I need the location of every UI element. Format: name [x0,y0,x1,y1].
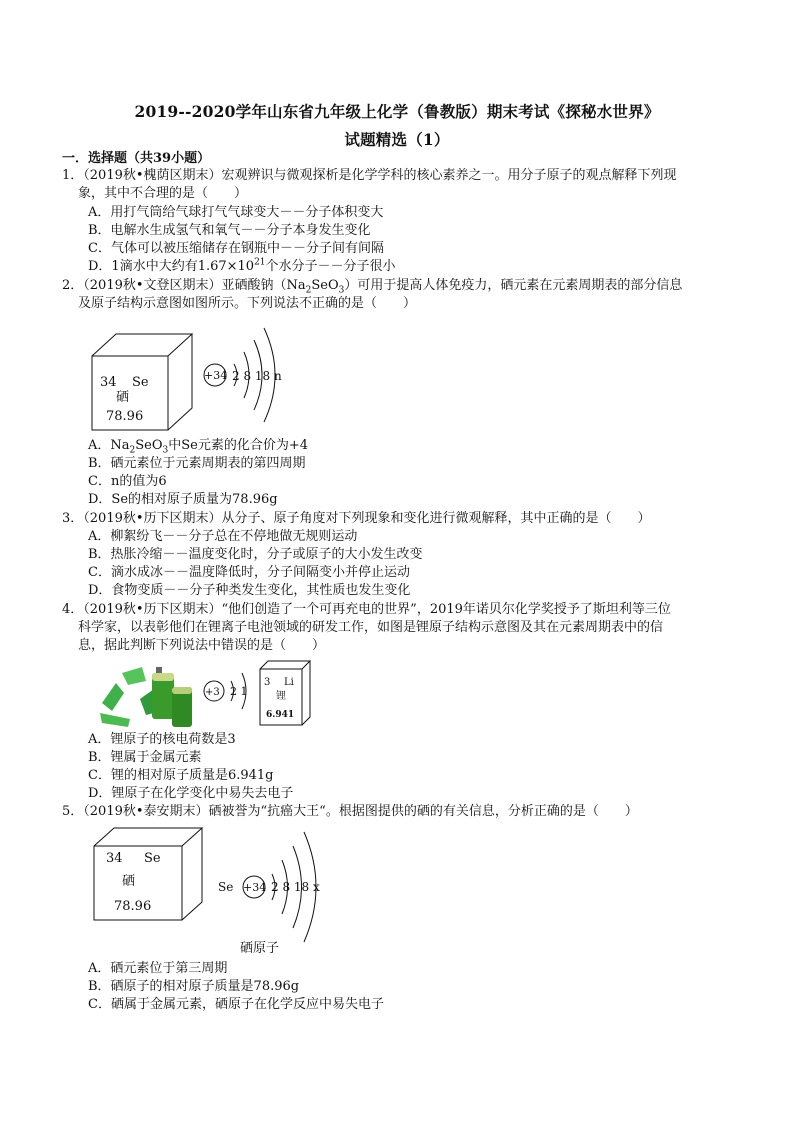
q5-atom-caption: 硒原子 [240,941,280,956]
q1-option-c: C．气体可以被压缩储存在钢瓶中－－分子间有间隔 [88,241,384,256]
q4-atomic-number: 3 [264,677,271,688]
q5-stem: 5．（2019秋•泰安期末）硒被誉为“抗癌大王“。根据图提供的硒的有关信息，分析正确的是（ ） [62,804,638,819]
section-heading: 一．选择题（共39小题） [62,151,211,166]
q5-shell-electrons: 2 8 18 x [271,880,320,894]
q4-element-symbol: Li [284,677,294,688]
q5-option-b: B．硒原子的相对原子质量是78.96g [88,979,300,994]
q5-option-c: C．硒属于金属元素，硒原子在化学反应中易失电子 [88,997,384,1012]
q3-option-b: B．热胀冷缩－－温度变化时，分子或原子的大小发生改变 [88,547,423,562]
q2-option-a: A．$Na_2SeO_3$中Se元素的化合价为+4 [88,438,309,456]
q4-option-c: C．锂的相对原子质量是6.941g [88,768,274,783]
q2-stem: 2．（2019秋•文登区期末）亚硒酸钠$(Na_2SeO_3)$可用于提高人体免疫力，硒元素在元素周期表的部分信息 [62,278,683,296]
q1-stem: 1．（2019秋•槐荫区期末）宏观辨识与微观探析是化学学科的核心素养之一。用分子原子的观点解释下列现 [62,168,677,183]
q2-element-symbol: Se [132,375,149,390]
q4-shell-electrons: 2 1 [230,685,248,698]
q5-element-symbol: Se [144,851,161,866]
q4-option-a: A．锂原子的核电荷数是3 [88,732,236,747]
q4-atomic-mass: 6.941 [266,710,295,720]
q1-option-d: D．1滴水中大约有$1.67\times 10^{21}$个水分子－－分子很小 [88,257,396,274]
q1-option-a: A．用打气筒给气球打气气球变大－－分子体积变大 [88,205,384,220]
q4-stem-cont: 科学家，以表彰他们在锂离子电池领域的研发工作，如图是锂原子结构示意图及其在元素周期表中的信 [78,620,664,635]
page-title: 2019--2020学年山东省九年级上化学（鲁教版）期末考试《探秘水世界》 [134,102,660,121]
q4-stem: 4．（2019秋•历下区期末）“他们创造了一个可再充电的世界”，2019年诺贝尔化学奖授予了斯坦利等三位 [62,602,671,617]
q3-option-d: D．食物变质－－分子种类发生变化，其性质也发生变化 [88,583,411,598]
q1-option-b: B．电解水生成氢气和氧气－－分子本身发生变化 [88,223,371,238]
q2-nucleus-charge: +34 [204,369,228,382]
q5-atomic-number: 34 [106,851,123,866]
q2-stem-cont: 及原子结构示意图如图所示。下列说法不正确的是（ ） [78,296,417,311]
q2-option-b: B．硒元素位于元素周期表的第四周期 [88,456,306,471]
q5-element-name: 硒 [122,874,136,889]
q2-shell-electrons: 2 8 18 n [232,369,282,383]
q4-element-name: 锂 [276,691,286,702]
page-subtitle: 试题精选（1） [344,130,450,149]
q5-atomic-mass: 78.96 [114,899,152,914]
q5-option-a: A．硒元素位于第三周期 [88,961,228,976]
q4-option-d: D．锂原子在化学变化中易失去电子 [88,786,294,801]
q5-nucleus-charge: +34 [243,881,267,894]
q2-atomic-mass: 78.96 [106,409,144,424]
q4-figure [92,653,332,731]
q3-option-c: C．滴水成冰－－温度降低时，分子间隔变小并停止运动 [88,565,410,580]
q4-nucleus-charge: +3 [205,687,220,698]
q4-stem-cont2: 息，据此判断下列说法中错误的是（ ） [78,638,326,653]
q2-figure [88,312,298,437]
recycle-battery-icon [100,667,192,727]
q2-element-name: 硒 [116,390,130,405]
q1-stem-cont: 象，其中不合理的是（ ） [78,186,248,201]
q3-stem: 3．（2019秋•历下区期末）从分子、原子角度对下列现象和变化进行微观解释，其中正确的是（ ） [62,511,651,526]
q2-atomic-number: 34 [100,375,117,390]
q5-figure [88,822,338,962]
q2-option-c: C．n的值为6 [88,474,167,489]
q2-option-d: D．Se的相对原子质量为78.96g [88,492,278,507]
q4-option-b: B．锂属于金属元素 [88,750,202,765]
q5-atom-symbol: Se [218,880,234,894]
q3-option-a: A．柳絮纷飞－－分子总在不停地做无规则运动 [88,529,358,544]
